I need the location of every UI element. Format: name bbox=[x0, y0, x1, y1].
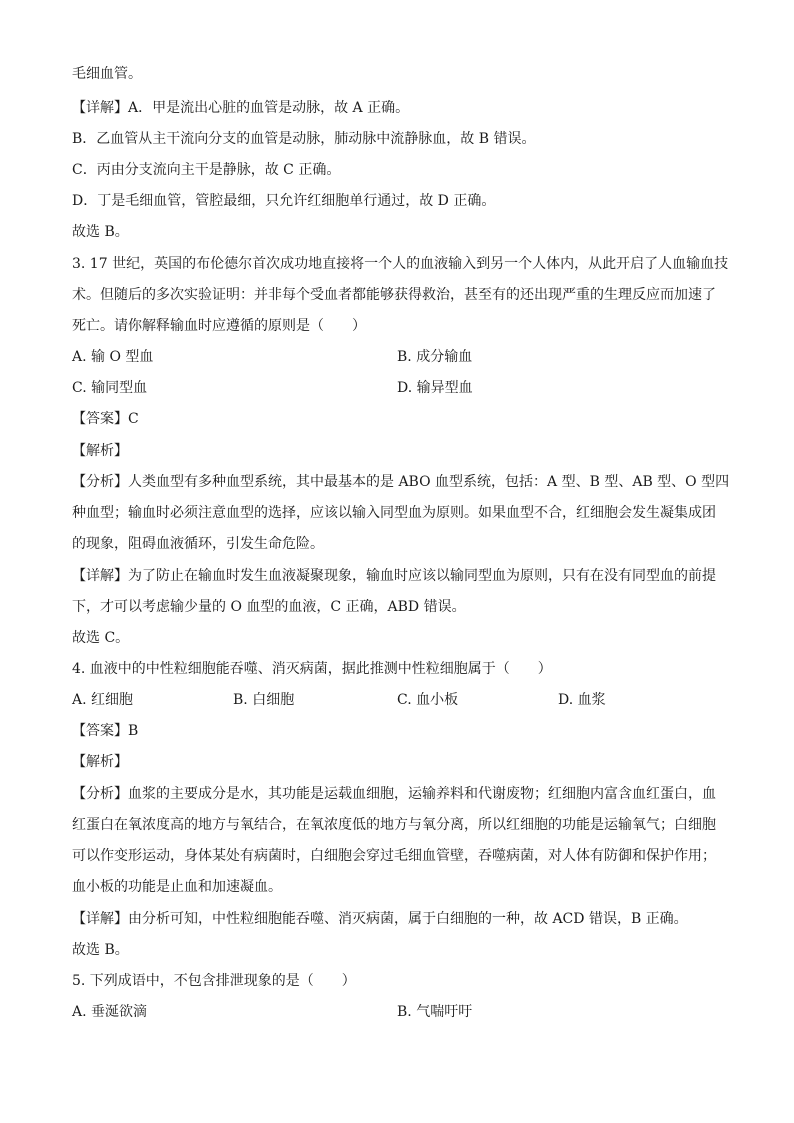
q3-explanation: 下，才可以考虑输少量的 O 血型的血液，C 正确，ABD 错误。 bbox=[72, 599, 466, 615]
q4-option-a: A. 红细胞 bbox=[72, 692, 134, 708]
question-3-stem: 死亡。请你解释输血时应遵循的原则是（ ） bbox=[72, 318, 366, 334]
text-line: B．乙血管从主干流向分支的血管是动脉，肺动脉中流静脉血，故 B 错误。 bbox=[72, 131, 536, 147]
q5-option-b: B. 气喘吁吁 bbox=[397, 1004, 473, 1020]
q3-option-a: A. 输 O 型血 bbox=[72, 349, 154, 365]
q3-analysis: 【分析】人类血型有多种血型系统，其中最基本的是 ABO 血型系统，包括：A 型、B 型、AB 型、O 型四 bbox=[72, 474, 730, 490]
q4-option-d: D. 血浆 bbox=[558, 692, 606, 708]
question-3-stem: 术。但随后的多次实验证明：并非每个受血者都能够获得救治，甚至有的还出现严重的生理反应而加速了 bbox=[72, 287, 716, 303]
q4-jiexi-label: 【解析】 bbox=[72, 754, 128, 770]
q4-analysis: 血小板的功能是止血和加速凝血。 bbox=[72, 879, 282, 895]
q3-analysis: 的现象，阻碍血液循环，引发生命危险。 bbox=[72, 536, 324, 552]
q3-option-b: B. 成分输血 bbox=[397, 349, 473, 365]
question-4-stem: 4. 血液中的中性粒细胞能吞噬、消灭病菌，据此推测中性粒细胞属于（ ） bbox=[72, 661, 552, 677]
q3-answer: 【答案】C bbox=[72, 411, 139, 427]
q4-option-b: B. 白细胞 bbox=[233, 692, 295, 708]
question-3-stem: 3. 17 世纪，英国的布伦德尔首次成功地直接将一个人的血液输入到另一个人体内，从此开启了人血输血技 bbox=[72, 256, 729, 272]
question-5-stem: 5. 下列成语中，不包含排泄现象的是（ ） bbox=[72, 973, 356, 989]
text-line: 【详解】A．甲是流出心脏的血管是动脉，故 A 正确。 bbox=[72, 100, 410, 116]
q4-explanation: 【详解】由分析可知，中性粒细胞能吞噬、消灭病菌，属于白细胞的一种，故 ACD 错误，B 正确。 bbox=[72, 911, 688, 927]
q3-option-d: D. 输异型血 bbox=[397, 380, 473, 396]
q4-analysis: 可以作变形运动，身体某处有病菌时，白细胞会穿过毛细血管壁，吞噬病菌，对人体有防御和保护作用； bbox=[72, 848, 716, 864]
q4-choice: 故选 B。 bbox=[72, 942, 129, 958]
q3-choice: 故选 C。 bbox=[72, 630, 130, 646]
q5-option-a: A. 垂涎欲滴 bbox=[72, 1004, 148, 1020]
text-line: D．丁是毛细血管，管腔最细，只允许红细胞单行通过，故 D 正确。 bbox=[72, 193, 496, 209]
q4-answer: 【答案】B bbox=[72, 723, 139, 739]
q3-jiexi-label: 【解析】 bbox=[72, 443, 128, 459]
q3-analysis: 种血型；输血时必须注意血型的选择，应该以输入同型血为原则。如果血型不合，红细胞会发生凝集成团 bbox=[72, 505, 716, 521]
q3-option-c: C. 输同型血 bbox=[72, 380, 148, 396]
q4-option-c: C. 血小板 bbox=[397, 692, 459, 708]
text-line: C．丙由分支流向主干是静脉，故 C 正确。 bbox=[72, 162, 341, 178]
q3-explanation: 【详解】为了防止在输血时发生血液凝聚现象，输血时应该以输同型血为原则，只有在没有同型血的前提 bbox=[72, 568, 716, 584]
q4-analysis: 红蛋白在氧浓度高的地方与氧结合，在氧浓度低的地方与氧分离，所以红细胞的功能是运输氧气；白细胞 bbox=[72, 817, 716, 833]
text-line: 毛细血管。 bbox=[72, 66, 142, 82]
text-line: 故选 B。 bbox=[72, 224, 129, 240]
q4-analysis: 【分析】血浆的主要成分是水，其功能是运载血细胞，运输养料和代谢废物；红细胞内富含血红蛋白，血 bbox=[72, 786, 716, 802]
